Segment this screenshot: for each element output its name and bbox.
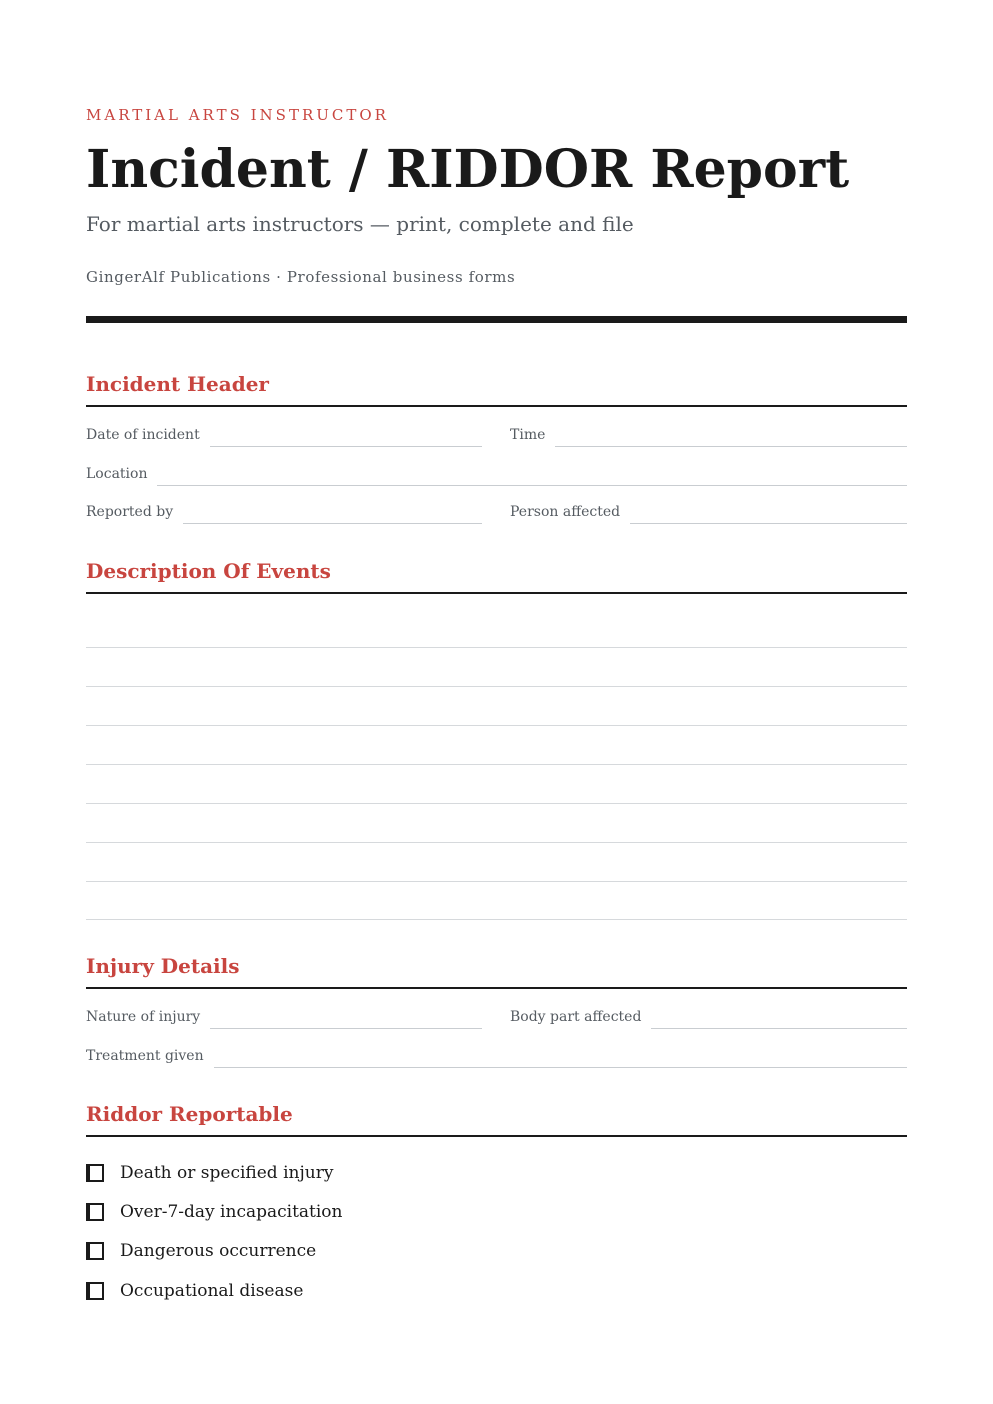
description-line[interactable]: [86, 764, 907, 765]
riddor-option-over-7-day[interactable]: [86, 1200, 343, 1224]
date-input-line[interactable]: [210, 446, 482, 447]
page-title: Incident / RIDDOR Report: [86, 139, 850, 200]
section-divider: [86, 592, 907, 594]
body-part-input-line[interactable]: [651, 1028, 907, 1029]
treatment-given-field[interactable]: [86, 1046, 907, 1068]
section-title-incident-header: Incident Header: [86, 372, 269, 396]
checkbox-label: Occupational disease: [120, 1281, 304, 1301]
description-line[interactable]: [86, 686, 907, 687]
location-field[interactable]: [86, 464, 907, 486]
section-divider: [86, 987, 907, 989]
field-label: Time: [510, 427, 546, 443]
time-field[interactable]: [510, 425, 907, 447]
person-affected-input-line[interactable]: [630, 523, 907, 524]
riddor-option-dangerous-occurrence[interactable]: [86, 1239, 316, 1263]
description-line[interactable]: [86, 919, 907, 920]
description-line[interactable]: [86, 647, 907, 648]
section-divider: [86, 405, 907, 407]
description-line[interactable]: [86, 725, 907, 726]
field-label: Body part affected: [510, 1009, 642, 1025]
checkbox-label: Dangerous occurrence: [120, 1241, 317, 1261]
time-input-line[interactable]: [555, 446, 907, 447]
checkbox-label: Death or specified injury: [120, 1163, 334, 1183]
header-divider: [86, 316, 907, 323]
checkbox[interactable]: [86, 1242, 104, 1260]
body-part-field[interactable]: [510, 1007, 907, 1029]
section-divider: [86, 1135, 907, 1137]
section-title-injury-details: Injury Details: [86, 954, 240, 978]
reported-by-input-line[interactable]: [183, 523, 482, 524]
field-label: Location: [86, 466, 148, 482]
treatment-input-line[interactable]: [214, 1067, 907, 1068]
field-label: Person affected: [510, 504, 621, 520]
checkbox[interactable]: [86, 1164, 104, 1182]
nature-input-line[interactable]: [210, 1028, 482, 1029]
checkbox[interactable]: [86, 1203, 104, 1221]
description-line[interactable]: [86, 842, 907, 843]
reported-by-field[interactable]: [86, 502, 482, 524]
publisher-line: GingerAlf Publications · Professional business forms: [86, 268, 516, 286]
field-label: Treatment given: [86, 1048, 204, 1064]
checkbox-label: Over-7-day incapacitation: [120, 1202, 343, 1222]
field-label: Reported by: [86, 504, 174, 520]
field-label: Date of incident: [86, 427, 200, 443]
section-title-riddor: Riddor Reportable: [86, 1102, 293, 1126]
nature-of-injury-field[interactable]: [86, 1007, 482, 1029]
description-line[interactable]: [86, 881, 907, 882]
location-input-line[interactable]: [157, 485, 907, 486]
riddor-option-occupational-disease[interactable]: [86, 1279, 303, 1303]
checkbox[interactable]: [86, 1282, 104, 1300]
riddor-option-death[interactable]: [86, 1161, 333, 1185]
section-title-description: Description Of Events: [86, 559, 331, 583]
description-line[interactable]: [86, 803, 907, 804]
field-label: Nature of injury: [86, 1009, 201, 1025]
form-category: MARTIAL ARTS INSTRUCTOR: [86, 106, 389, 124]
person-affected-field[interactable]: [510, 502, 907, 524]
date-of-incident-field[interactable]: [86, 425, 482, 447]
page-subtitle: For martial arts instructors — print, complete and file: [86, 212, 634, 236]
